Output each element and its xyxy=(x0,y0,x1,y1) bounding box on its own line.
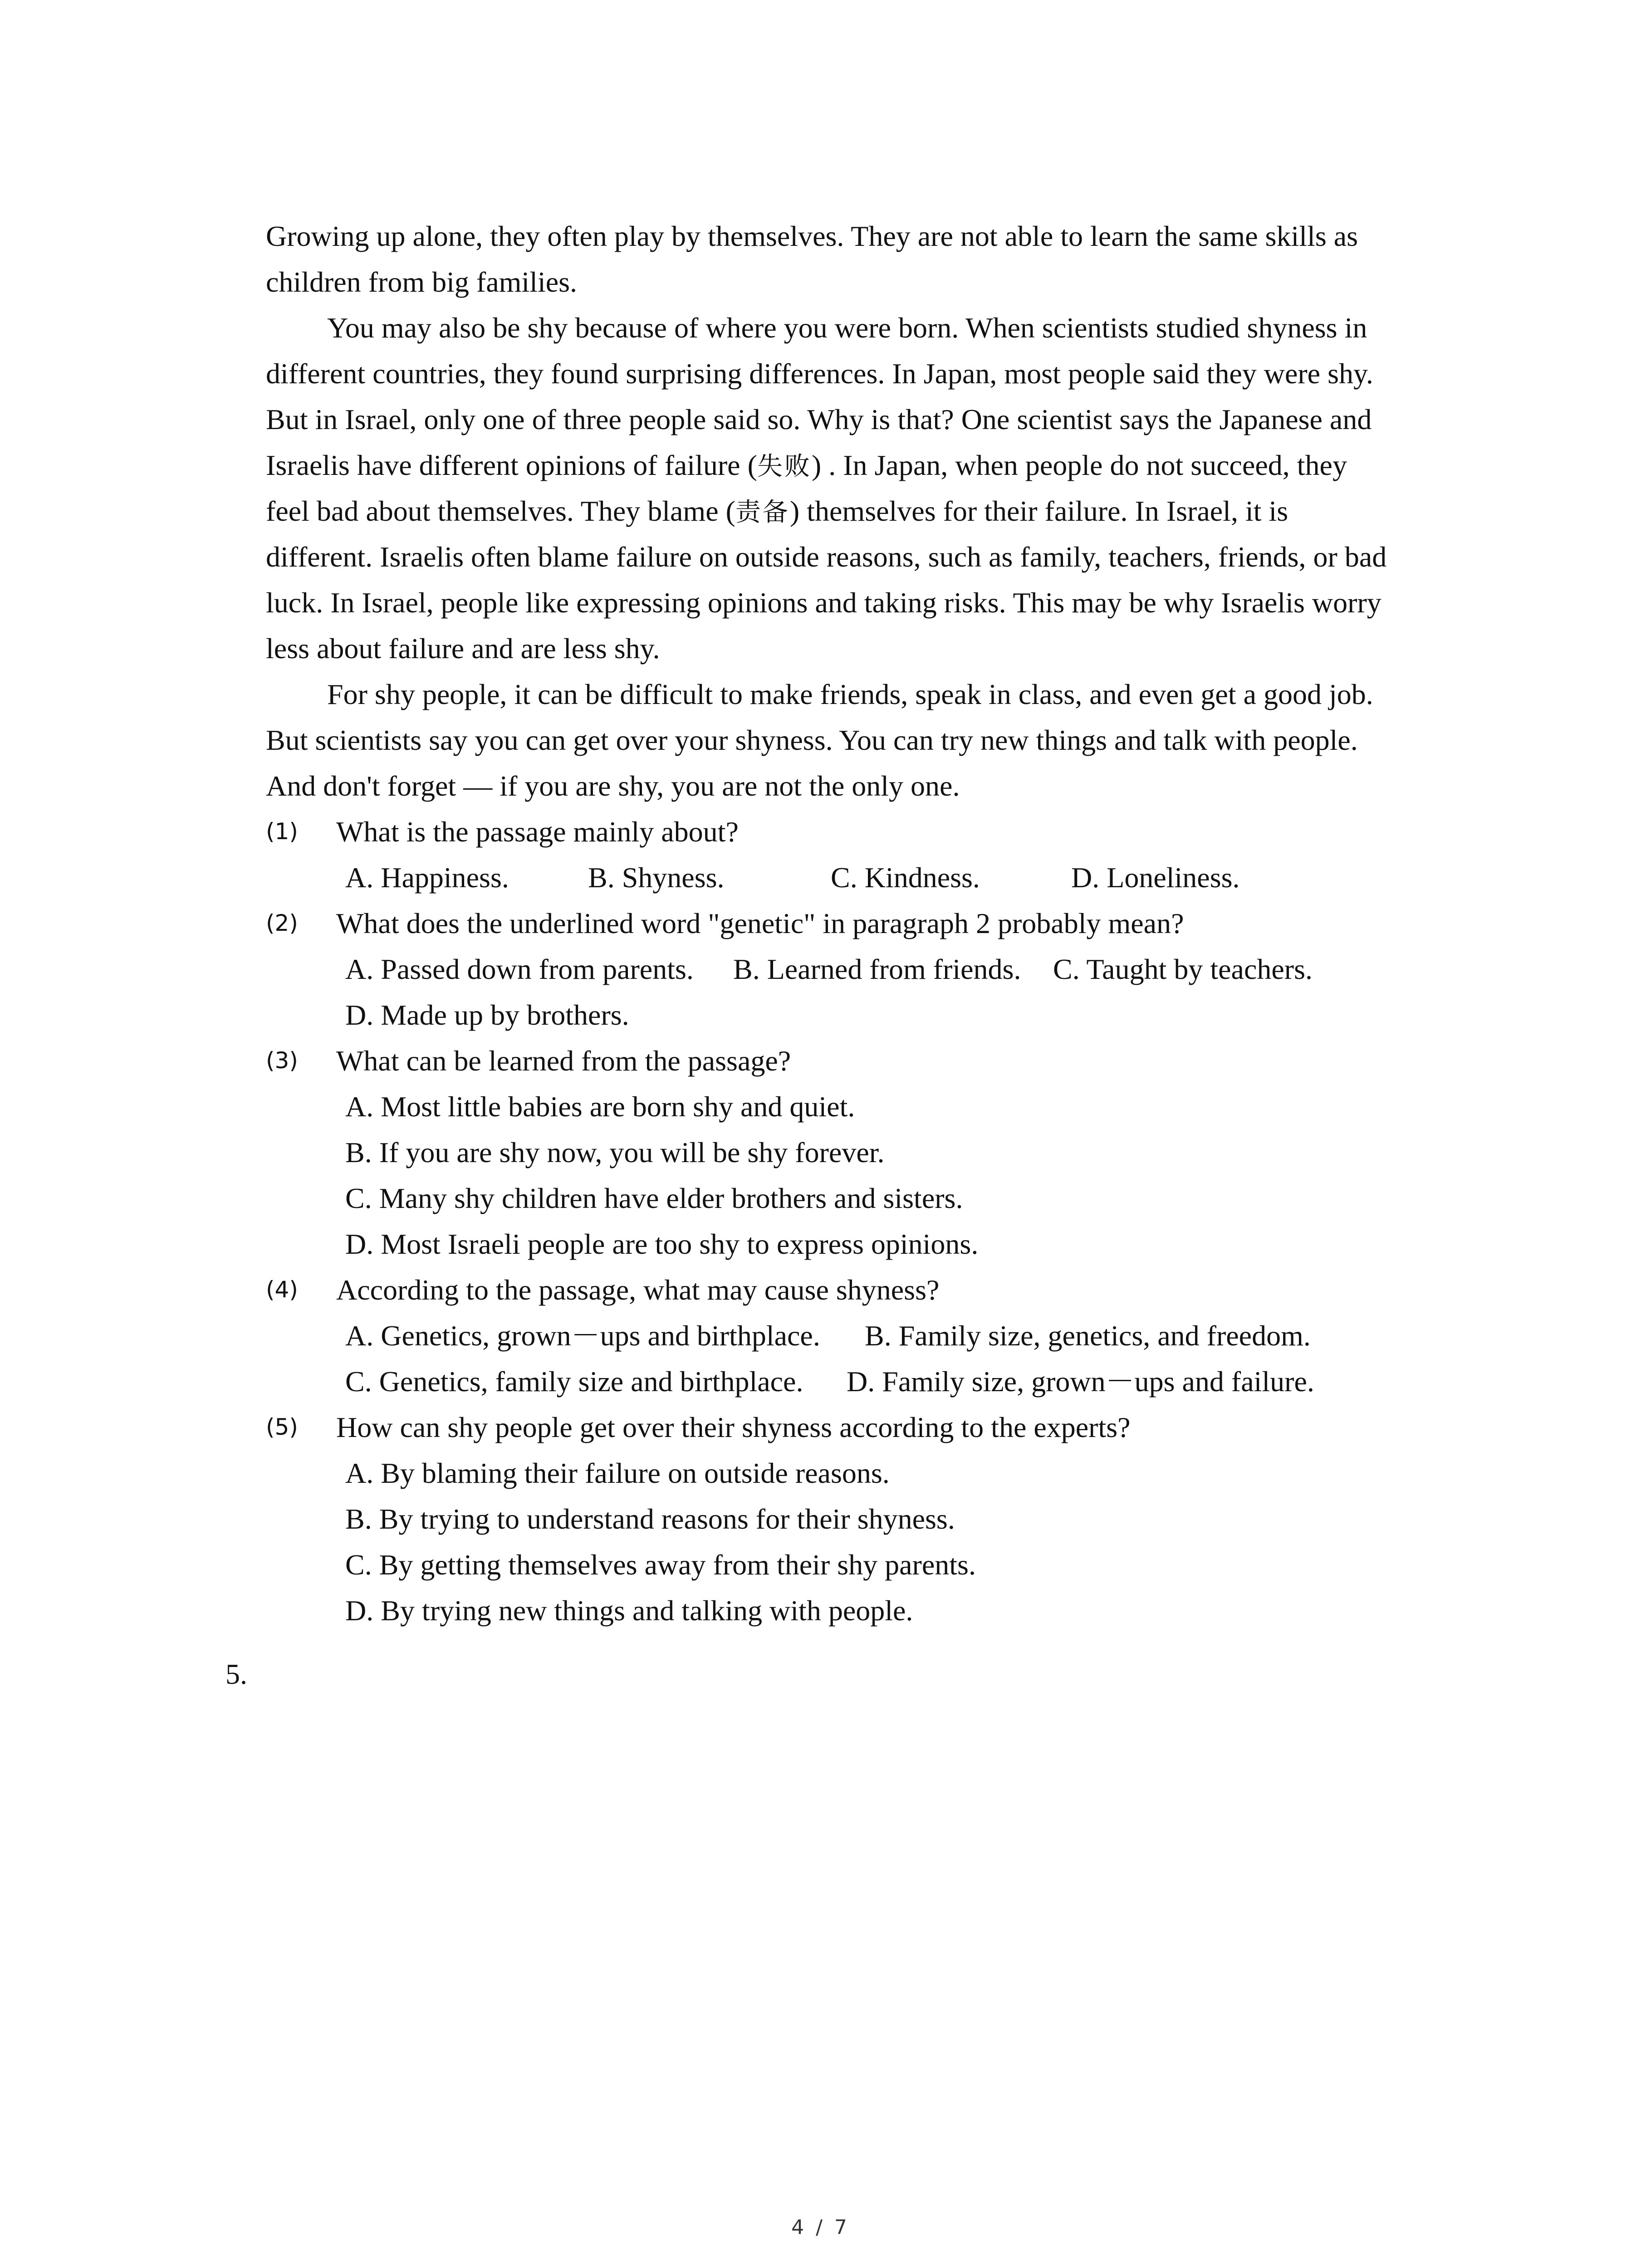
options-row xyxy=(266,1084,1464,1129)
options-row xyxy=(266,1496,1464,1542)
options-row xyxy=(266,1588,1464,1633)
question-2 xyxy=(266,900,1464,946)
page-number: 4 / 7 xyxy=(791,2216,850,2239)
text-line: For shy people, it can be difficult to make friends, speak in class, and even get a good job. xyxy=(327,678,1373,710)
question-number: (2) xyxy=(266,910,298,936)
paragraph-birthplace xyxy=(266,305,1464,671)
option-a: A. Happiness. xyxy=(345,861,509,894)
text-line: less about failure and are less shy. xyxy=(266,632,660,665)
option-c: C. Many shy children have elder brothers and sisters. xyxy=(345,1182,963,1214)
paragraph-conclusion xyxy=(266,671,1464,809)
option-b: B. Shyness. xyxy=(588,861,725,894)
question-number: (1) xyxy=(266,818,298,845)
text-line: luck. In Israel, people like expressing opinions and taking risks. This may be why Israelis worry xyxy=(266,587,1381,619)
option-b: B. Learned from friends. xyxy=(733,953,1021,985)
question-number: (5) xyxy=(266,1414,298,1440)
text-segment: ) themselves for their failure. In Israel, it is xyxy=(789,495,1288,527)
option-c: C. Genetics, family size and birthplace. xyxy=(345,1365,803,1398)
option-c: C. Kindness. xyxy=(831,861,980,894)
option-a: A. By blaming their failure on outside reasons. xyxy=(345,1457,890,1489)
options-row xyxy=(266,1221,1464,1267)
question-text: How can shy people get over their shyness according to the experts? xyxy=(336,1411,1131,1443)
text-line xyxy=(266,488,1464,534)
text-line: different countries, they found surprising differences. In Japan, most people said they were shy. xyxy=(266,357,1373,390)
text-segment: Israelis have different opinions of failure ( xyxy=(266,449,757,481)
option-b: B. By trying to understand reasons for their shyness. xyxy=(345,1503,955,1535)
option-c: C. By getting themselves away from their shy parents. xyxy=(345,1549,976,1581)
options-row xyxy=(266,1129,1464,1175)
question-number: (3) xyxy=(266,1047,298,1074)
option-b: B. Family size, genetics, and freedom. xyxy=(865,1320,1311,1352)
option-c: C. Taught by teachers. xyxy=(1053,953,1313,985)
options-row xyxy=(266,1359,1464,1404)
question-text: What can be learned from the passage? xyxy=(336,1045,791,1077)
options-row xyxy=(266,855,1464,900)
text-line: But scientists say you can get over your shyness. You can try new things and talk with people. xyxy=(266,724,1358,756)
options-row xyxy=(266,1313,1464,1359)
text-line: children from big families. xyxy=(266,266,578,298)
text-line: different. Israelis often blame failure on outside reasons, such as family, teachers, friends, or bad xyxy=(266,541,1387,573)
question-4 xyxy=(266,1267,1464,1313)
text-segment: feel bad about themselves. They blame ( xyxy=(266,495,735,527)
passage-content xyxy=(266,213,1464,1633)
question-text: According to the passage, what may cause shyness? xyxy=(336,1274,940,1306)
option-a: A. Most little babies are born shy and quiet. xyxy=(345,1090,855,1123)
text-line: And don't forget — if you are shy, you are not the only one. xyxy=(266,770,960,802)
question-1 xyxy=(266,809,1464,855)
question-5 xyxy=(266,1404,1464,1450)
option-d: D. Loneliness. xyxy=(1071,861,1240,894)
options-row xyxy=(266,1450,1464,1496)
paragraph-continued xyxy=(266,213,1464,305)
text-line: But in Israel, only one of three people said so. Why is that? One scientist says the Japanese and xyxy=(266,403,1372,435)
text-segment: ) . In Japan, when people do not succeed, they xyxy=(811,449,1347,481)
option-d: D. Family size, grown－ups and failure. xyxy=(847,1365,1314,1398)
chinese-gloss: 责备 xyxy=(735,498,790,527)
question-text: What is the passage mainly about? xyxy=(336,816,739,848)
options-row xyxy=(266,992,1464,1038)
option-d: D. Made up by brothers. xyxy=(345,999,629,1031)
question-number: (4) xyxy=(266,1276,298,1303)
options-row xyxy=(266,946,1464,992)
option-d: D. By trying new things and talking with people. xyxy=(345,1594,913,1627)
chinese-gloss: 失败 xyxy=(757,452,812,481)
option-a: A. Passed down from parents. xyxy=(345,953,694,985)
next-item-number: 5. xyxy=(225,1658,247,1690)
option-b: B. If you are shy now, you will be shy forever. xyxy=(345,1136,885,1168)
option-a: A. Genetics, grown－ups and birthplace. xyxy=(345,1320,820,1352)
question-text: What does the underlined word "genetic" in paragraph 2 probably mean? xyxy=(336,907,1184,939)
question-3 xyxy=(266,1038,1464,1084)
option-d: D. Most Israeli people are too shy to express opinions. xyxy=(345,1228,979,1260)
text-line: Growing up alone, they often play by themselves. They are not able to learn the same skills as xyxy=(266,220,1358,252)
options-row xyxy=(266,1175,1464,1221)
text-line: You may also be shy because of where you were born. When scientists studied shyness in xyxy=(327,312,1367,344)
options-row xyxy=(266,1542,1464,1588)
text-line xyxy=(266,442,1464,488)
